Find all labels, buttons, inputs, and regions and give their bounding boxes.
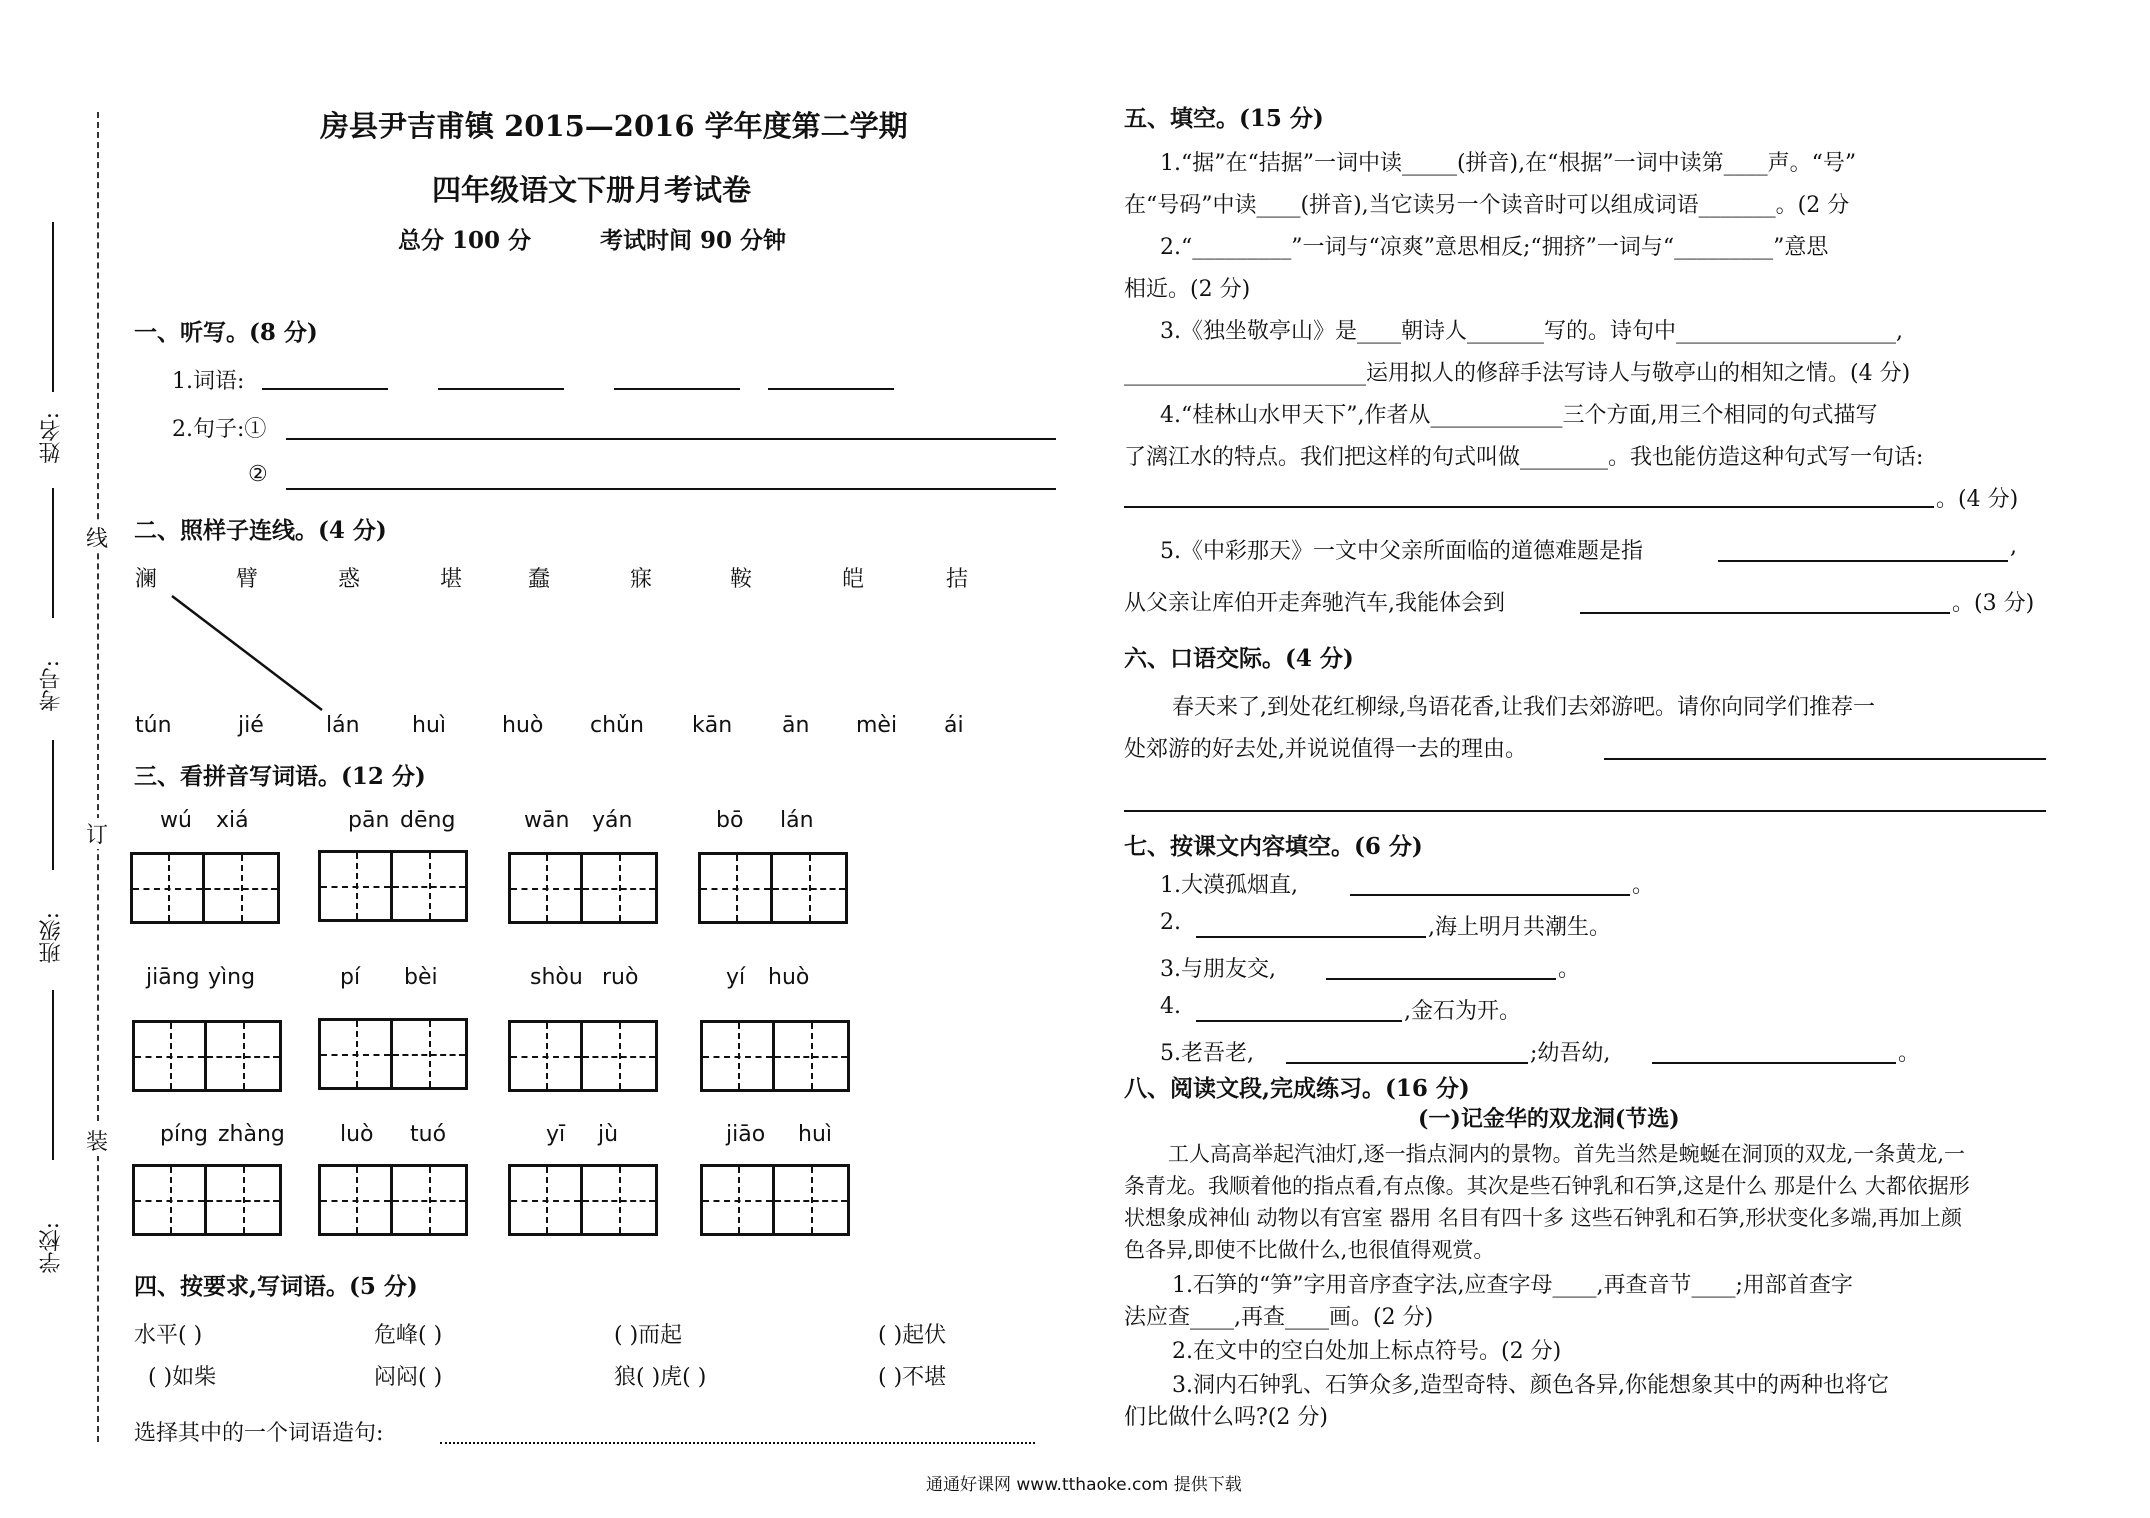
match-char[interactable]: 臂: [236, 567, 259, 592]
binding-dashed-line: [97, 112, 99, 1442]
s7-q5-blank-2[interactable]: [1652, 1062, 1896, 1064]
s5-q4-answer-blank[interactable]: [1124, 506, 1934, 508]
s7-q5-mid: ;幼吾幼,: [1530, 1041, 1611, 1066]
idiom-blank[interactable]: 狼( )虎( ): [614, 1365, 707, 1390]
pinyin-syllable: bō: [716, 808, 744, 833]
exam-no-label: 考号:: [39, 660, 64, 712]
exam-no-write-line[interactable]: [52, 740, 54, 870]
pinyin-syllable: dēng: [400, 808, 456, 833]
s5-q1-line1: 1.“据”在“拮据”一词中读_____(拼音),在“根据”一词中读第____声。“号”: [1160, 151, 1857, 176]
s8-q1-line2: 法应查____,再查____画。(2 分): [1124, 1305, 1434, 1330]
idiom-blank[interactable]: ( )而起: [614, 1323, 683, 1348]
s5-q5-comma: ,: [2010, 534, 2017, 559]
s7-q1-blank[interactable]: [1350, 894, 1630, 896]
pinyin-syllable: shòu: [530, 965, 583, 990]
s6-text-line1: 春天来了,到处花红柳绿,鸟语花香,让我们去郊游吧。请你向同学们推荐一: [1172, 695, 1875, 720]
section8-heading: 八、阅读文段,完成练习。(16 分): [1124, 1075, 1470, 1102]
s7-q4-blank[interactable]: [1196, 1020, 1402, 1022]
section1-heading: 一、听写。(8 分): [134, 319, 318, 346]
match-char[interactable]: 蠢: [528, 567, 551, 592]
match-char[interactable]: 鞍: [730, 567, 753, 592]
binding-mark-line: 线: [86, 522, 108, 553]
passage-line: 状想象成神仙 动物以有宫室 器用 名目有四十多 这些石钟乳和石笋,形状变化多端,再加上颜: [1124, 1206, 1963, 1230]
s6-answer-blank-1[interactable]: [1604, 758, 2046, 760]
pinyin-syllable: jiāng: [146, 965, 200, 990]
s5-q2-line2: 相近。(2 分): [1124, 277, 1251, 302]
s5-q3-line2: ______________________运用拟人的修辞手法写诗人与敬亭山的相知之情。(4 分): [1124, 361, 1911, 386]
writing-grid[interactable]: [130, 852, 280, 924]
idiom-blank[interactable]: 闷闷( ): [374, 1365, 443, 1390]
passage-line: 色各异,即使不比做什么,也很值得观赏。: [1124, 1238, 1495, 1262]
s5-q5-line2: 从父亲让库伯开走奔驰汽车,我能体会到: [1124, 591, 1505, 616]
sentence-label-2: ②: [248, 462, 268, 487]
s7-q4-text: 4.: [1160, 994, 1181, 1019]
s5-q3-line1: 3.《独坐敬亭山》是____朝诗人_______写的。诗句中____________________,: [1160, 319, 1903, 344]
writing-grid[interactable]: [318, 850, 468, 922]
name-label: 姓名:: [39, 412, 64, 464]
s5-q5-line1: 5.《中彩那天》一文中父亲所面临的道德难题是指: [1160, 539, 1643, 564]
s5-q5-blank-1[interactable]: [1718, 560, 2008, 562]
section3-heading: 三、看拼音写词语。(12 分): [134, 763, 426, 790]
s5-q5-end: 。(3 分): [1952, 591, 2035, 616]
s7-q3-text: 3.与朋友交,: [1160, 957, 1276, 982]
match-char[interactable]: 寐: [630, 567, 653, 592]
section6-heading: 六、口语交际。(4 分): [1124, 645, 1354, 672]
pinyin-syllable: píng: [160, 1122, 208, 1147]
total-score: 总分 100 分: [398, 227, 532, 254]
s7-q1-text: 1.大漠孤烟直,: [1160, 873, 1298, 898]
writing-grid[interactable]: [132, 1020, 282, 1092]
class-label: 班级:: [39, 912, 64, 964]
dictation-sentence-blank-2[interactable]: [286, 488, 1056, 490]
pinyin-syllable: jiāo: [726, 1122, 766, 1147]
pinyin-syllable: bèi: [404, 965, 438, 990]
s7-q2-end: ,海上明月共潮生。: [1428, 915, 1611, 940]
match-pinyin[interactable]: jié: [238, 713, 264, 738]
writing-grid[interactable]: [698, 852, 848, 924]
s8-q3-line1: 3.洞内石钟乳、石笋众多,造型奇特、颜色各异,你能想象其中的两种也将它: [1172, 1373, 1889, 1398]
binding-mark-ding: 订: [86, 818, 108, 849]
pinyin-syllable: huì: [798, 1122, 832, 1147]
s5-q4-line3: 。(4 分): [1936, 487, 2019, 512]
name-write-line-2[interactable]: [52, 488, 54, 618]
words-label: 1.词语:: [172, 369, 245, 394]
pinyin-syllable: yí: [726, 965, 746, 990]
reading-passage-title: (一)记金华的双龙洞(节选): [1418, 1106, 1680, 1132]
class-write-line[interactable]: [52, 990, 54, 1160]
sentence-label-1: 2.句子:①: [172, 417, 267, 442]
match-char[interactable]: 堪: [440, 567, 463, 592]
exam-title-line1: 房县尹吉甫镇 2015—2016 学年度第二学期: [320, 109, 908, 143]
writing-grid[interactable]: [508, 1164, 658, 1236]
pinyin-syllable: yìng: [208, 965, 256, 990]
s5-q4-line1: 4.“桂林山水甲天下”,作者从____________三个方面,用三个相同的句式描写: [1160, 403, 1878, 428]
writing-grid[interactable]: [318, 1164, 468, 1236]
pinyin-syllable: wān: [524, 808, 570, 833]
writing-grid[interactable]: [508, 852, 658, 924]
s8-q1-line1: 1.石笋的“笋”字用音序查字法,应查字母____,再查音节____;用部首查字: [1172, 1273, 1853, 1298]
s8-q3-line2: 们比做什么吗?(2 分): [1124, 1405, 1328, 1430]
idiom-blank[interactable]: ( )起伏: [878, 1323, 947, 1348]
section2-heading: 二、照样子连线。(4 分): [134, 517, 387, 544]
s6-text-line2: 处郊游的好去处,并说说值得一去的理由。: [1124, 737, 1527, 762]
s5-q2-line1: 2.“_________”一词与“凉爽”意思相反;“拥挤”一词与“_________”意思: [1160, 235, 1829, 260]
pinyin-syllable: yī: [546, 1122, 566, 1147]
passage-line: 条青龙。我顺着他的指点看,有点像。其次是些石钟乳和石笋,这是什么 那是什么 大都依据形: [1124, 1174, 1970, 1198]
exam-title-line2: 四年级语文下册月考试卷: [432, 173, 752, 207]
s7-q5-text: 5.老吾老,: [1160, 1041, 1254, 1066]
idiom-blank[interactable]: 水平( ): [134, 1323, 203, 1348]
pinyin-syllable: huò: [768, 965, 810, 990]
s7-q4-end: ,金石为开。: [1404, 999, 1521, 1024]
match-pinyin[interactable]: huì: [412, 713, 446, 738]
s8-q2: 2.在文中的空白处加上标点符号。(2 分): [1172, 1339, 1562, 1364]
match-char[interactable]: 澜: [135, 567, 158, 592]
section4-heading: 四、按要求,写词语。(5 分): [134, 1273, 418, 1300]
pinyin-syllable: tuó: [410, 1122, 447, 1147]
binding-mark-zhuang: 装: [86, 1125, 108, 1156]
match-pinyin[interactable]: lán: [326, 713, 360, 738]
name-write-line[interactable]: [52, 222, 54, 392]
s7-q3-blank[interactable]: [1326, 978, 1556, 980]
dictation-word-blank-1[interactable]: [262, 388, 388, 390]
writing-grid[interactable]: [508, 1020, 658, 1092]
pinyin-syllable: pí: [340, 965, 361, 990]
idiom-blank[interactable]: ( )不堪: [878, 1365, 947, 1390]
passage-line: 工人高高举起汽油灯,逐一指点洞内的景物。首先当然是蜿蜒在洞顶的双龙,一条黄龙,一: [1168, 1142, 1966, 1166]
match-pinyin[interactable]: huò: [502, 713, 544, 738]
dictation-sentence-blank-1[interactable]: [286, 438, 1056, 440]
footer-credit: 通通好课网 www.tthaoke.com 提供下载: [926, 1475, 1242, 1495]
writing-grid[interactable]: [318, 1018, 468, 1090]
pinyin-syllable: jù: [598, 1122, 619, 1147]
match-pinyin[interactable]: ái: [944, 713, 964, 738]
s5-q1-line2: 在“号码”中读____(拼音),当它读另一个读音时可以组成词语_______。(2 分: [1124, 193, 1850, 218]
writing-grid[interactable]: [132, 1164, 282, 1236]
pinyin-syllable: yán: [592, 808, 633, 833]
match-char[interactable]: 拮: [946, 567, 969, 592]
pinyin-syllable: zhàng: [218, 1122, 285, 1147]
section7-heading: 七、按课文内容填空。(6 分): [1124, 833, 1423, 860]
s7-q1-end: 。: [1632, 873, 1655, 898]
exam-time: 考试时间 90 分钟: [600, 227, 787, 254]
sentence-prompt: 选择其中的一个词语造句:: [134, 1421, 384, 1446]
sentence-blank[interactable]: [440, 1442, 1035, 1444]
writing-grid[interactable]: [700, 1164, 850, 1236]
pinyin-syllable: lán: [780, 808, 814, 833]
s7-q2-text: 2.: [1160, 910, 1181, 935]
match-char[interactable]: 惑: [338, 567, 361, 592]
dictation-word-blank-3[interactable]: [614, 388, 740, 390]
idiom-blank[interactable]: ( )如柴: [148, 1365, 217, 1390]
s5-q4-line2: 了漓江水的特点。我们把这样的句式叫做________。我也能仿造这种句式写一句话:: [1124, 445, 1924, 470]
idiom-blank[interactable]: 危峰( ): [374, 1323, 443, 1348]
dictation-word-blank-4[interactable]: [768, 388, 894, 390]
s6-answer-blank-2[interactable]: [1124, 810, 2046, 812]
s7-q5-end: 。: [1898, 1041, 1921, 1066]
match-pinyin[interactable]: ān: [782, 713, 810, 738]
s7-q2-blank[interactable]: [1196, 936, 1426, 938]
pinyin-syllable: luò: [340, 1122, 374, 1147]
pinyin-syllable: xiá: [216, 808, 249, 833]
section5-heading: 五、填空。(15 分): [1124, 105, 1324, 132]
match-char[interactable]: 皑: [842, 567, 865, 592]
pinyin-syllable: pān: [348, 808, 390, 833]
s5-q5-blank-2[interactable]: [1580, 612, 1950, 614]
s7-q5-blank-1[interactable]: [1286, 1062, 1528, 1064]
match-pinyin[interactable]: chǔn: [590, 713, 644, 738]
match-pinyin[interactable]: kān: [692, 713, 733, 738]
match-pinyin[interactable]: tún: [135, 713, 172, 738]
writing-grid[interactable]: [700, 1020, 850, 1092]
pinyin-syllable: ruò: [602, 965, 639, 990]
dictation-word-blank-2[interactable]: [438, 388, 564, 390]
school-label: 学校:: [39, 1222, 64, 1274]
pinyin-syllable: wú: [160, 808, 192, 833]
s7-q3-end: 。: [1558, 957, 1581, 982]
match-pinyin[interactable]: mèi: [856, 713, 898, 738]
